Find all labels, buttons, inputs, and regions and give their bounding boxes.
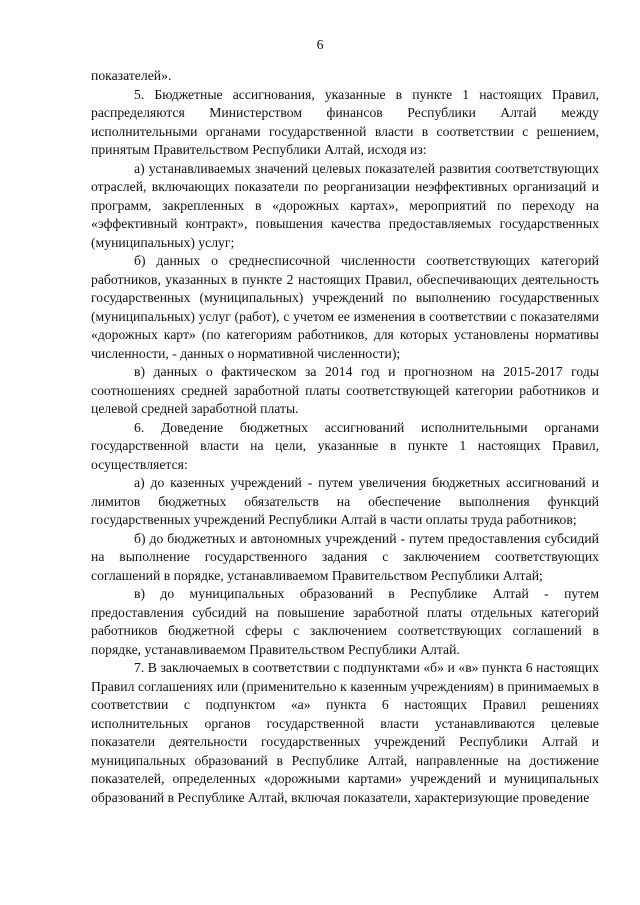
paragraph-item-5b: б) данных о среднесписочной численности соответствующих категорий работников, указанных в пункте 2 настоящих Правил, обеспечивающих деятельность государственных (муниципальных) учреждений по выполнению государственных (муниципальных) услуг (работ), с учетом ее изменения в соответствии с показателями «дорожных карт» (по категориям работников, для которых установлены нормативы численности, - данных о нормативной численности); <box>91 253 599 361</box>
paragraph-item-7: 7. В заключаемых в соответствии с подпунктами «б» и «в» пункта 6 настоящих Правил соглашениях или (применительно к казенным учреждениям) в принимаемых в соответствии с подпунктом «а» пункта 6 настоящих Правил решениях исполнительных органов государственной власти устанавливаются целевые показатели деятельности государственных учреждений Республики Алтай и муниципальных образований в Республике Алтай, направленные на достижение показателей, определенных «дорожными картами» учреждений и муниципальных образований в Республике Алтай, включая показатели, характеризующие проведение <box>91 660 599 805</box>
paragraph-continuation: показателей». <box>91 68 172 83</box>
paragraph-item-6a: а) до казенных учреждений - путем увеличения бюджетных ассигнований и лимитов бюджетных обязательств на обеспечение выполнения функций государственных учреждений Республики Алтай в части оплаты труда работников; <box>91 475 599 527</box>
page-number: 6 <box>316 37 324 52</box>
paragraph-item-6b: б) до бюджетных и автономных учреждений - путем предоставления субсидий на выполнение государственного задания с заключением соответствующих соглашений в порядке, устанавливаемом Правительством Республики Алтай; <box>91 530 599 583</box>
document-body <box>91 67 599 807</box>
paragraph-item-6: 6. Доведение бюджетных ассигнований исполнительными органами государственной власти на цели, указанные в пункте 1 настоящих Правил, осуществляется: <box>91 419 599 472</box>
paragraph-item-5v: в) данных о фактическом за 2014 год и прогнозном на 2015-2017 годы соотношениях средней заработной платы соответствующей категории работников и целевой средней заработной платы. <box>91 364 599 416</box>
paragraph-item-6v: в) до муниципальных образований в Республике Алтай - путем предоставления субсидий на повышение заработной платы отдельных категорий работников бюджетной сферы с заключением соответствующих соглашений в порядке, устанавливаемом Правительством Республики Алтай. <box>91 586 599 657</box>
paragraph-item-5a: а) устанавливаемых значений целевых показателей развития соответствующих отраслей, включающих показатели по реорганизации неэффективных организаций и программ, закрепленных в «дорожных картах», мероприятий по переходу на «эффективный контракт», повышения качества предоставляемых государственных (муниципальных) услуг; <box>91 160 599 250</box>
paragraph-item-5: 5. Бюджетные ассигнования, указанные в пункте 1 настоящих Правил, распределяются Министерством финансов Республики Алтай между исполнительными органами государственной власти в соответствии с решением, принятым Правительством Республики Алтай, исходя из: <box>91 86 599 157</box>
